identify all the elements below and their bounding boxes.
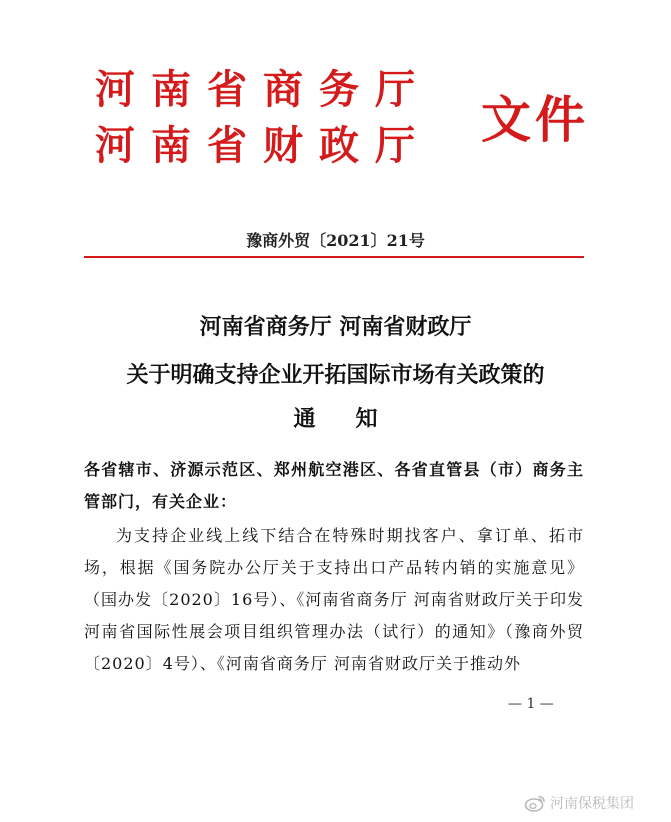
watermark (524, 792, 634, 814)
body-paragraph: 为支持企业线上线下结合在特殊时期找客户、拿订单、拓市场，根据《国务院办公厅关于支持出口产品转内销的实施意见》（国办发〔2020〕16号）、《河南省商务厅 河南省财政厅关于印发河南省国际性展会项目组织管理办法（试行）的通知》（豫商外贸〔2020〕4号）、《河南省商务厅 河南省财政厅关于推动外 (84, 526, 584, 673)
document-header (95, 66, 615, 174)
document-word: 文件 (481, 90, 589, 149)
title-line-3: 通知 (293, 406, 418, 432)
watermark-text: 河南保税集团 (550, 796, 634, 812)
page-number: — 1 — (508, 696, 554, 712)
document-number: 豫商外贸〔2021〕21号 (246, 231, 425, 250)
weibo-icon (524, 794, 546, 812)
red-divider (84, 256, 584, 258)
issuer-line-1: 河南省商务厅 (95, 66, 431, 113)
salutation: 各省辖市、济源示范区、郑州航空港区、各省直管县（市）商务主管部门，有关企业： (84, 460, 584, 511)
title-line-2: 关于明确支持企业开拓国际市场有关政策的 (126, 362, 545, 388)
title-line-1: 河南省商务厅 河南省财政厅 (199, 314, 472, 340)
issuer-line-2: 河南省财政厅 (95, 122, 431, 169)
